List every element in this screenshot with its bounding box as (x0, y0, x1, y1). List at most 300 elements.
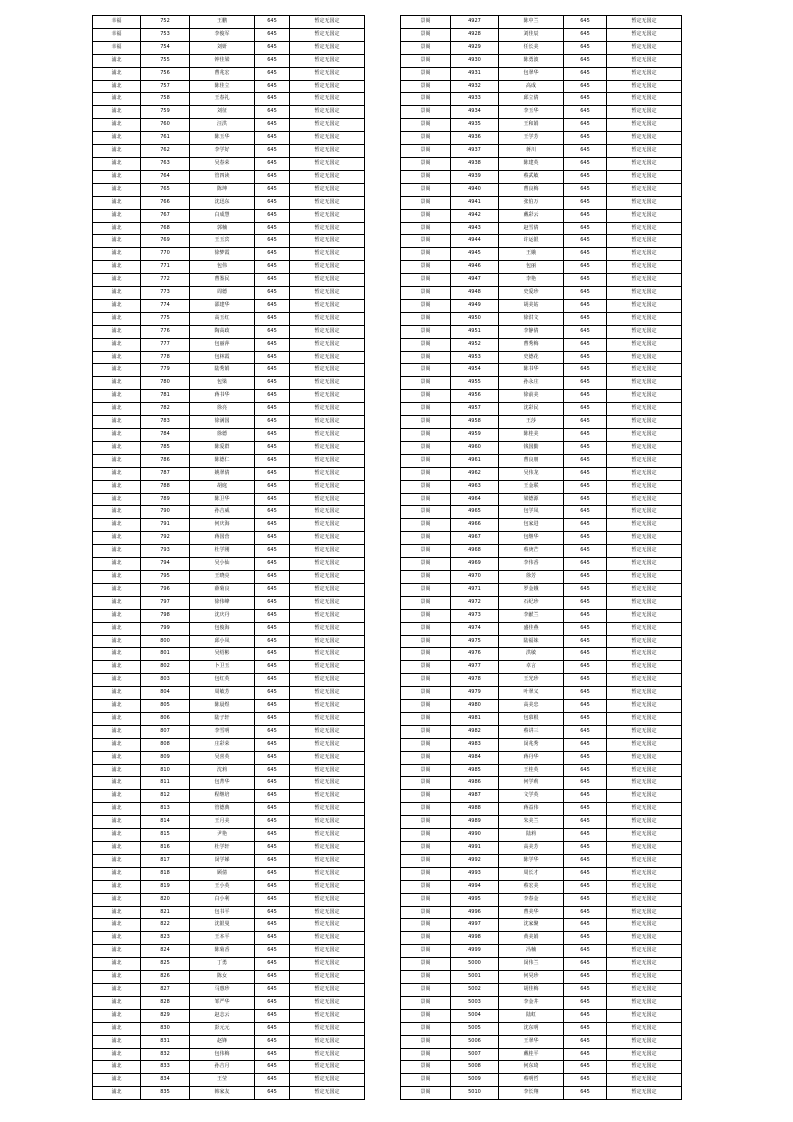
area-cell: 浦北 (93, 1048, 141, 1061)
area-cell: 景阁 (401, 751, 451, 764)
name-cell: 王月美 (190, 816, 255, 829)
number-cell: 4986 (451, 777, 499, 790)
amount-cell: 645 (255, 480, 290, 493)
area-cell: 浦北 (93, 738, 141, 751)
area-cell: 浦北 (93, 919, 141, 932)
table-row (93, 16, 365, 29)
amount-cell: 645 (564, 454, 607, 467)
status-cell: 暂定无国定 (290, 919, 365, 932)
status-cell: 暂定无国定 (290, 235, 365, 248)
amount-cell: 645 (255, 506, 290, 519)
area-cell: 幸福 (93, 28, 141, 41)
name-cell: 包梁 (190, 377, 255, 390)
amount-cell: 645 (564, 1087, 607, 1100)
area-cell: 浦北 (93, 351, 141, 364)
name-cell: 钱国勤 (499, 441, 564, 454)
status-cell: 暂定无国定 (290, 816, 365, 829)
status-cell: 暂定无国定 (290, 867, 365, 880)
number-cell: 822 (141, 919, 190, 932)
area-cell: 景阁 (401, 1087, 451, 1100)
amount-cell: 645 (564, 390, 607, 403)
amount-cell: 645 (255, 16, 290, 29)
name-cell: 陈桂美 (499, 429, 564, 442)
number-cell: 827 (141, 983, 190, 996)
number-cell: 4974 (451, 622, 499, 635)
name-cell: 李献兰 (499, 609, 564, 622)
area-cell: 景阁 (401, 570, 451, 583)
number-cell: 835 (141, 1087, 190, 1100)
name-cell: 沈迅东 (190, 196, 255, 209)
status-cell: 暂定无国定 (607, 1035, 682, 1048)
area-cell: 景阁 (401, 764, 451, 777)
status-cell: 暂定无国定 (290, 648, 365, 661)
number-cell: 756 (141, 67, 190, 80)
amount-cell: 645 (564, 235, 607, 248)
table-row (401, 403, 682, 416)
name-cell: 陈中兰 (499, 16, 564, 29)
status-cell: 暂定无国定 (290, 880, 365, 893)
number-cell: 4984 (451, 751, 499, 764)
table-row (401, 299, 682, 312)
area-cell: 浦北 (93, 932, 141, 945)
name-cell: 陈佳立 (190, 80, 255, 93)
area-cell: 景阁 (401, 609, 451, 622)
amount-cell: 645 (564, 351, 607, 364)
amount-cell: 645 (564, 919, 607, 932)
name-cell: 何东琦 (499, 1061, 564, 1074)
table-left-body (93, 16, 365, 1100)
amount-cell: 645 (255, 222, 290, 235)
name-cell: 何庆海 (190, 519, 255, 532)
amount-cell: 645 (255, 364, 290, 377)
area-cell: 幸福 (93, 41, 141, 54)
name-cell: 文学英 (499, 790, 564, 803)
table-row (93, 738, 365, 751)
table-row (401, 480, 682, 493)
area-cell: 景阁 (401, 545, 451, 558)
status-cell: 暂定无国定 (290, 712, 365, 725)
number-cell: 819 (141, 880, 190, 893)
table-row (93, 932, 365, 945)
area-cell: 景阁 (401, 41, 451, 54)
number-cell: 5007 (451, 1048, 499, 1061)
amount-cell: 645 (255, 157, 290, 170)
name-cell: 沈莉 (190, 764, 255, 777)
name-cell: 陆秀娟 (190, 364, 255, 377)
number-cell: 776 (141, 325, 190, 338)
name-cell: 郭楠 (190, 222, 255, 235)
amount-cell: 645 (255, 403, 290, 416)
table-row (401, 183, 682, 196)
name-cell: 吴小仙 (190, 558, 255, 571)
table-row (93, 583, 365, 596)
name-cell: 梁德源 (499, 493, 564, 506)
table-row (401, 622, 682, 635)
number-cell: 4966 (451, 519, 499, 532)
status-cell: 暂定无国定 (290, 1048, 365, 1061)
status-cell: 暂定无国定 (290, 687, 365, 700)
status-cell: 暂定无国定 (290, 338, 365, 351)
name-cell: 任长美 (499, 41, 564, 54)
name-cell: 曹良朋 (499, 454, 564, 467)
table-row (93, 622, 365, 635)
area-cell: 浦北 (93, 364, 141, 377)
amount-cell: 645 (255, 429, 290, 442)
status-cell: 暂定无国定 (607, 132, 682, 145)
number-cell: 772 (141, 274, 190, 287)
name-cell: 陆子轩 (190, 712, 255, 725)
amount-cell: 645 (255, 119, 290, 132)
name-cell: 陈学华 (499, 854, 564, 867)
amount-cell: 645 (255, 661, 290, 674)
status-cell: 暂定无国定 (290, 467, 365, 480)
amount-cell: 645 (255, 325, 290, 338)
number-cell: 4958 (451, 416, 499, 429)
status-cell: 暂定无国定 (607, 299, 682, 312)
area-cell: 景阁 (401, 700, 451, 713)
table-row (401, 170, 682, 183)
number-cell: 4954 (451, 364, 499, 377)
name-cell: 管德典 (190, 803, 255, 816)
table-row (93, 390, 365, 403)
name-cell: 刘征 (190, 106, 255, 119)
amount-cell: 645 (564, 880, 607, 893)
status-cell: 暂定无国定 (607, 648, 682, 661)
number-cell: 4951 (451, 325, 499, 338)
number-cell: 805 (141, 700, 190, 713)
area-cell: 浦北 (93, 519, 141, 532)
table-row (93, 145, 365, 158)
status-cell: 暂定无国定 (607, 854, 682, 867)
table-row (401, 842, 682, 855)
number-cell: 808 (141, 738, 190, 751)
number-cell: 781 (141, 390, 190, 403)
status-cell: 暂定无国定 (607, 971, 682, 984)
status-cell: 暂定无国定 (607, 1074, 682, 1087)
number-cell: 832 (141, 1048, 190, 1061)
status-cell: 暂定无国定 (607, 261, 682, 274)
status-cell: 暂定无国定 (607, 661, 682, 674)
table-row (401, 390, 682, 403)
amount-cell: 645 (564, 1061, 607, 1074)
table-row (401, 261, 682, 274)
table-row (93, 274, 365, 287)
name-cell: 李俊军 (190, 28, 255, 41)
status-cell: 暂定无国定 (290, 1022, 365, 1035)
name-cell: 蔡明哲 (499, 1074, 564, 1087)
status-cell: 暂定无国定 (607, 777, 682, 790)
status-cell: 暂定无国定 (290, 28, 365, 41)
area-cell: 浦北 (93, 119, 141, 132)
status-cell: 暂定无国定 (290, 674, 365, 687)
area-cell: 景阁 (401, 416, 451, 429)
status-cell: 暂定无国定 (607, 274, 682, 287)
area-cell: 景阁 (401, 777, 451, 790)
amount-cell: 645 (564, 558, 607, 571)
amount-cell: 645 (255, 803, 290, 816)
area-cell: 浦北 (93, 829, 141, 842)
table-row (401, 28, 682, 41)
status-cell: 暂定无国定 (290, 157, 365, 170)
amount-cell: 645 (564, 609, 607, 622)
number-cell: 760 (141, 119, 190, 132)
name-cell: 蒋书华 (190, 390, 255, 403)
name-cell: 叶翠义 (499, 687, 564, 700)
amount-cell: 645 (564, 661, 607, 674)
status-cell: 暂定无国定 (290, 583, 365, 596)
table-row (93, 558, 365, 571)
amount-cell: 645 (255, 1061, 290, 1074)
name-cell: 李金井 (499, 996, 564, 1009)
number-cell: 785 (141, 441, 190, 454)
area-cell: 浦北 (93, 661, 141, 674)
amount-cell: 645 (255, 958, 290, 971)
amount-cell: 645 (564, 700, 607, 713)
amount-cell: 645 (564, 996, 607, 1009)
name-cell: 邵建华 (190, 299, 255, 312)
status-cell: 暂定无国定 (290, 609, 365, 622)
name-cell: 钟佳梁 (190, 54, 255, 67)
status-cell: 暂定无国定 (290, 429, 365, 442)
number-cell: 773 (141, 287, 190, 300)
number-cell: 4953 (451, 351, 499, 364)
amount-cell: 645 (564, 1009, 607, 1022)
number-cell: 770 (141, 248, 190, 261)
number-cell: 780 (141, 377, 190, 390)
area-cell: 浦北 (93, 867, 141, 880)
number-cell: 758 (141, 93, 190, 106)
area-cell: 浦北 (93, 480, 141, 493)
number-cell: 5003 (451, 996, 499, 1009)
table-row (401, 145, 682, 158)
number-cell: 4978 (451, 674, 499, 687)
name-cell: 罗金娥 (499, 583, 564, 596)
table-row (401, 196, 682, 209)
number-cell: 796 (141, 583, 190, 596)
name-cell: 高美忠 (499, 700, 564, 713)
amount-cell: 645 (564, 777, 607, 790)
status-cell: 暂定无国定 (607, 364, 682, 377)
table-row (93, 996, 365, 1009)
number-cell: 778 (141, 351, 190, 364)
area-cell: 景阁 (401, 532, 451, 545)
number-cell: 4930 (451, 54, 499, 67)
name-cell: 周敏芳 (190, 687, 255, 700)
area-cell: 景阁 (401, 932, 451, 945)
number-cell: 821 (141, 906, 190, 919)
amount-cell: 645 (564, 145, 607, 158)
status-cell: 暂定无国定 (607, 842, 682, 855)
status-cell: 暂定无国定 (607, 351, 682, 364)
name-cell: 李伟香 (499, 558, 564, 571)
area-cell: 景阁 (401, 170, 451, 183)
name-cell: 刘佳辰 (499, 28, 564, 41)
status-cell: 暂定无国定 (607, 609, 682, 622)
name-cell: 马惠珍 (190, 983, 255, 996)
table-row (401, 790, 682, 803)
amount-cell: 645 (564, 829, 607, 842)
table-row (93, 441, 365, 454)
area-cell: 浦北 (93, 209, 141, 222)
amount-cell: 645 (255, 338, 290, 351)
area-cell: 景阁 (401, 287, 451, 300)
number-cell: 4960 (451, 441, 499, 454)
table-row (401, 570, 682, 583)
name-cell: 沈东明 (499, 1022, 564, 1035)
area-cell: 浦北 (93, 790, 141, 803)
amount-cell: 645 (564, 906, 607, 919)
number-cell: 754 (141, 41, 190, 54)
amount-cell: 645 (255, 209, 290, 222)
table-row (401, 906, 682, 919)
table-row (93, 209, 365, 222)
status-cell: 暂定无国定 (607, 622, 682, 635)
table-row (93, 1022, 365, 1035)
name-cell: 胡美姑 (499, 299, 564, 312)
amount-cell: 645 (255, 1087, 290, 1100)
name-cell: 何学莉 (499, 777, 564, 790)
status-cell: 暂定无国定 (607, 700, 682, 713)
name-cell: 陈菊香 (190, 945, 255, 958)
area-cell: 浦北 (93, 751, 141, 764)
area-cell: 浦北 (93, 454, 141, 467)
number-cell: 4971 (451, 583, 499, 596)
table-row (401, 519, 682, 532)
name-cell: 曹鉴民 (190, 274, 255, 287)
name-cell: 高成 (499, 80, 564, 93)
area-cell: 浦北 (93, 261, 141, 274)
amount-cell: 645 (255, 80, 290, 93)
area-cell: 景阁 (401, 790, 451, 803)
amount-cell: 645 (564, 364, 607, 377)
number-cell: 4934 (451, 106, 499, 119)
number-cell: 834 (141, 1074, 190, 1087)
name-cell: 王春礼 (190, 93, 255, 106)
amount-cell: 645 (255, 41, 290, 54)
amount-cell: 645 (255, 558, 290, 571)
amount-cell: 645 (255, 842, 290, 855)
number-cell: 762 (141, 145, 190, 158)
number-cell: 4939 (451, 170, 499, 183)
status-cell: 暂定无国定 (290, 274, 365, 287)
number-cell: 815 (141, 829, 190, 842)
area-cell: 浦北 (93, 377, 141, 390)
name-cell: 王小英 (190, 880, 255, 893)
table-right (400, 15, 682, 1100)
name-cell: 蒋国营 (190, 532, 255, 545)
number-cell: 4980 (451, 700, 499, 713)
status-cell: 暂定无国定 (290, 842, 365, 855)
table-row (401, 945, 682, 958)
status-cell: 暂定无国定 (607, 145, 682, 158)
table-row (93, 1061, 365, 1074)
table-row (93, 493, 365, 506)
amount-cell: 645 (255, 764, 290, 777)
status-cell: 暂定无国定 (290, 764, 365, 777)
name-cell: 包丽 (499, 261, 564, 274)
table-row (93, 945, 365, 958)
name-cell: 王本平 (190, 932, 255, 945)
amount-cell: 645 (255, 596, 290, 609)
name-cell: 蔡庚芒 (499, 545, 564, 558)
area-cell: 景阁 (401, 558, 451, 571)
name-cell: 王学芳 (499, 132, 564, 145)
amount-cell: 645 (255, 287, 290, 300)
area-cell: 景阁 (401, 183, 451, 196)
area-cell: 浦北 (93, 596, 141, 609)
table-row (401, 867, 682, 880)
area-cell: 浦北 (93, 558, 141, 571)
status-cell: 暂定无国定 (607, 493, 682, 506)
number-cell: 799 (141, 622, 190, 635)
number-cell: 4968 (451, 545, 499, 558)
status-cell: 暂定无国定 (607, 958, 682, 971)
name-cell: 李雪明 (190, 725, 255, 738)
number-cell: 4937 (451, 145, 499, 158)
area-cell: 浦北 (93, 299, 141, 312)
status-cell: 暂定无国定 (290, 403, 365, 416)
name-cell: 史爱珍 (499, 287, 564, 300)
area-cell: 浦北 (93, 390, 141, 403)
status-cell: 暂定无国定 (290, 93, 365, 106)
status-cell: 暂定无国定 (607, 764, 682, 777)
status-cell: 暂定无国定 (607, 983, 682, 996)
number-cell: 823 (141, 932, 190, 945)
table-row (93, 351, 365, 364)
amount-cell: 645 (564, 338, 607, 351)
area-cell: 浦北 (93, 183, 141, 196)
table-row (93, 712, 365, 725)
number-cell: 792 (141, 532, 190, 545)
number-cell: 813 (141, 803, 190, 816)
name-cell: 赵雪倩 (499, 222, 564, 235)
name-cell: 卓言 (499, 661, 564, 674)
number-cell: 769 (141, 235, 190, 248)
amount-cell: 645 (255, 790, 290, 803)
status-cell: 暂定无国定 (607, 829, 682, 842)
amount-cell: 645 (255, 700, 290, 713)
area-cell: 景阁 (401, 80, 451, 93)
area-cell: 景阁 (401, 235, 451, 248)
name-cell: 包丽萍 (190, 338, 255, 351)
table-row (401, 558, 682, 571)
table-row (93, 661, 365, 674)
status-cell: 暂定无国定 (290, 635, 365, 648)
area-cell: 景阁 (401, 403, 451, 416)
table-row (401, 248, 682, 261)
status-cell: 暂定无国定 (290, 570, 365, 583)
status-cell: 暂定无国定 (290, 416, 365, 429)
area-cell: 景阁 (401, 222, 451, 235)
name-cell: 陈晨煜 (190, 700, 255, 713)
table-row (93, 454, 365, 467)
status-cell: 暂定无国定 (607, 570, 682, 583)
table-row (93, 751, 365, 764)
area-cell: 浦北 (93, 609, 141, 622)
area-cell: 景阁 (401, 725, 451, 738)
amount-cell: 645 (564, 183, 607, 196)
area-cell: 景阁 (401, 429, 451, 442)
status-cell: 暂定无国定 (290, 932, 365, 945)
table-row (93, 596, 365, 609)
status-cell: 暂定无国定 (290, 1035, 365, 1048)
name-cell: 戴彩云 (499, 209, 564, 222)
table-row (401, 958, 682, 971)
name-cell: 包书平 (190, 906, 255, 919)
number-cell: 811 (141, 777, 190, 790)
amount-cell: 645 (255, 635, 290, 648)
name-cell: 徐亮 (190, 403, 255, 416)
